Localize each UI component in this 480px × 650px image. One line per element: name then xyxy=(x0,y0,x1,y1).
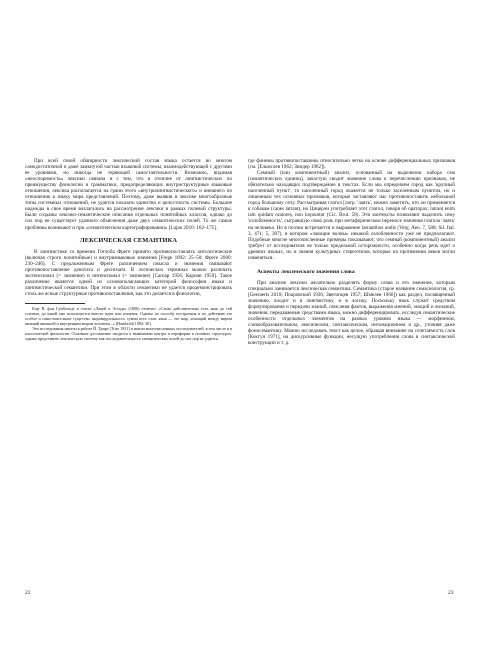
page-number-left: 22 xyxy=(25,590,31,596)
paragraph: В лингвистике со времени Готлоба Фреге принято противопоставлять онтологические (включая строго понятийные) и внутриязыковые значения [Frege 1892: 25–50; Фреге 2000: 230–246]. С предложенным Фреге различением смысла и значения связывают противопоставление денотата и десигната. В логических терминах можно различать экстенсионал (= значение) и интенсионал (= значение) [Carnap 1956; Карнап 1959]. Такое различение является одной из основополагающих категорий философии языка и лингвистической семантики. При этом в области семантики не удается продемонстрировать столь же ясные структурные противопоставления, как это делается в фонологии, xyxy=(25,248,232,297)
paragraph: При анализе лексики желательно разделять форму слова и его значение, которым специально занимается лексическая семантика. Семантика (старое название семасиология, ср. [Geeraerts 2010; Покровский 1936; Звегинцев 1957; Шмелев 1966]) как раздел, посвященный значению, входит и в лингвистику, и в логику. Поскольку язык служит средством формулирования и передачи знаний, описания фактов, выражения мнений, эмоций и желаний, значения, передаваемые средствами языка, можно дифференцировать, исследуя семантические особенности отдельных элементов на разных уровнях языка — морфемном, словообразовательном, лексическом, синтаксическом, интонационном и др., уточняя даже фоносемантику. Можно исследовать текст как целое, обращая внимание на сочетаемость слов [Кокгун 1971], на дискурсивные функции, несущую употребления слова в синтаксической конструкции и т. д. xyxy=(248,279,455,347)
section-heading: ЛЕКСИЧЕСКАЯ СЕМАНТИКА xyxy=(79,236,178,244)
page-number-right: 23 xyxy=(448,590,454,596)
subsection-heading: Аспекты лексического значения слова xyxy=(257,268,355,275)
paragraph: При всей своей обширности лексический состав языка остается во многом самодостаточной и даже замкнутой частью языковой системы, взаимодействующей с другими ее уровнями, но никогда не теряющей самостоятельности. Возможно, видимая «неоспоримость» лексики связана и с тем, что в отличие от лингвистических по преимуществу фонологии и грамматики, предопределяющих внутриструктурные языковые отношения, лексика располагается на грани этого «внутрилингвистического» и внешнего по отношению к языку мира представлений. Поэтому, даже выявив в лексике многообразные типы системных отношений, не удается показать единство и целостность системы. Большие надежды в свое время возлагались на рассмотрение лексики в рамках полевой структуры. Были созданы лексико-семантические описания отдельных понятийных классов, однако до сих пор не существует удачного объяснения даже двух семантических полей. То же самые проблемы возникают и при «семантическом картографировании» [Lujan 2010: 162–175]. xyxy=(25,158,232,231)
footnote-divider xyxy=(25,303,85,304)
footnote: Эти исследования начаты в работе Й. Трира [Trier 1931] и имели многочисленных последователей, в том числе и в классической филологии. Основное достижение сводится к выявлению центра и периферии в полевых структурах, однако представить лексическую систему как последовательность семантических полей до сих пор не удается. xyxy=(25,325,232,341)
footnote: Еще В. фон Гумбольдт в статье «Лацей и Эстада» (1806) отмечал: «Слово действительно есть знак до той степени, до какой оно используется вместо идеи или понятия. Однако по способу построения и по действию это особое и самостоятельное существо, индивидуальность, сумма всех слов, язык — это мир, лежащий между миром явлений внешней и внутренним миром человека...» [Humboldt 1984: 30]. xyxy=(25,305,232,326)
paragraph: Семный (или компонентный) анализ, основанный на выделении набора сем (семантических единиц), зачастую сводит значение слова к перечислению признаков, не обязательно находящих подтверждение в текстах. Если мы определяем город как 'крупный населенный пункт', то населенный город окажется не только заселенным пунктом, но и лишенным тех основных признаков, которые заставляют нас противопоставить небольшой город большому селу. Рассматривая глагол [латр. 'лаять', можно заметить, что он применяется к собакам (canes latrant), но Цицерон употребляет этот глагол, говоря об ораторах; latrant enim iam quidam oratores, non loquuntur (Cic. Brut. 58). Эти контексты позволяют выделить сему 'озлобленность', сыгравшую свою роль при метафорическом переносе значения глагола 'лаять' на человека. Но в поэзии встречается и выражение latrantibus undis (Verg. Aen. 7, 588; Sil. Ital. 3, 471; 5, 397), в котором «лающие волны» никакой озлобленности уже не предполагают. Подобные многие многочисленные примеры показывают, что семный (компонентный) анализ требует от исследователя не только предельной осторожности, особенно когда речь идет о древних языках, но и знания культурных стереотипов, которые на протяжении веков могли изменяться. xyxy=(248,170,455,261)
left-page xyxy=(25,158,232,341)
paragraph: где фонемы противопоставлены относительно четко на основе дифференциальных признаков (см. [Ельмслев 1962; Зиндер 1962]). xyxy=(248,158,455,171)
right-page xyxy=(248,158,455,346)
